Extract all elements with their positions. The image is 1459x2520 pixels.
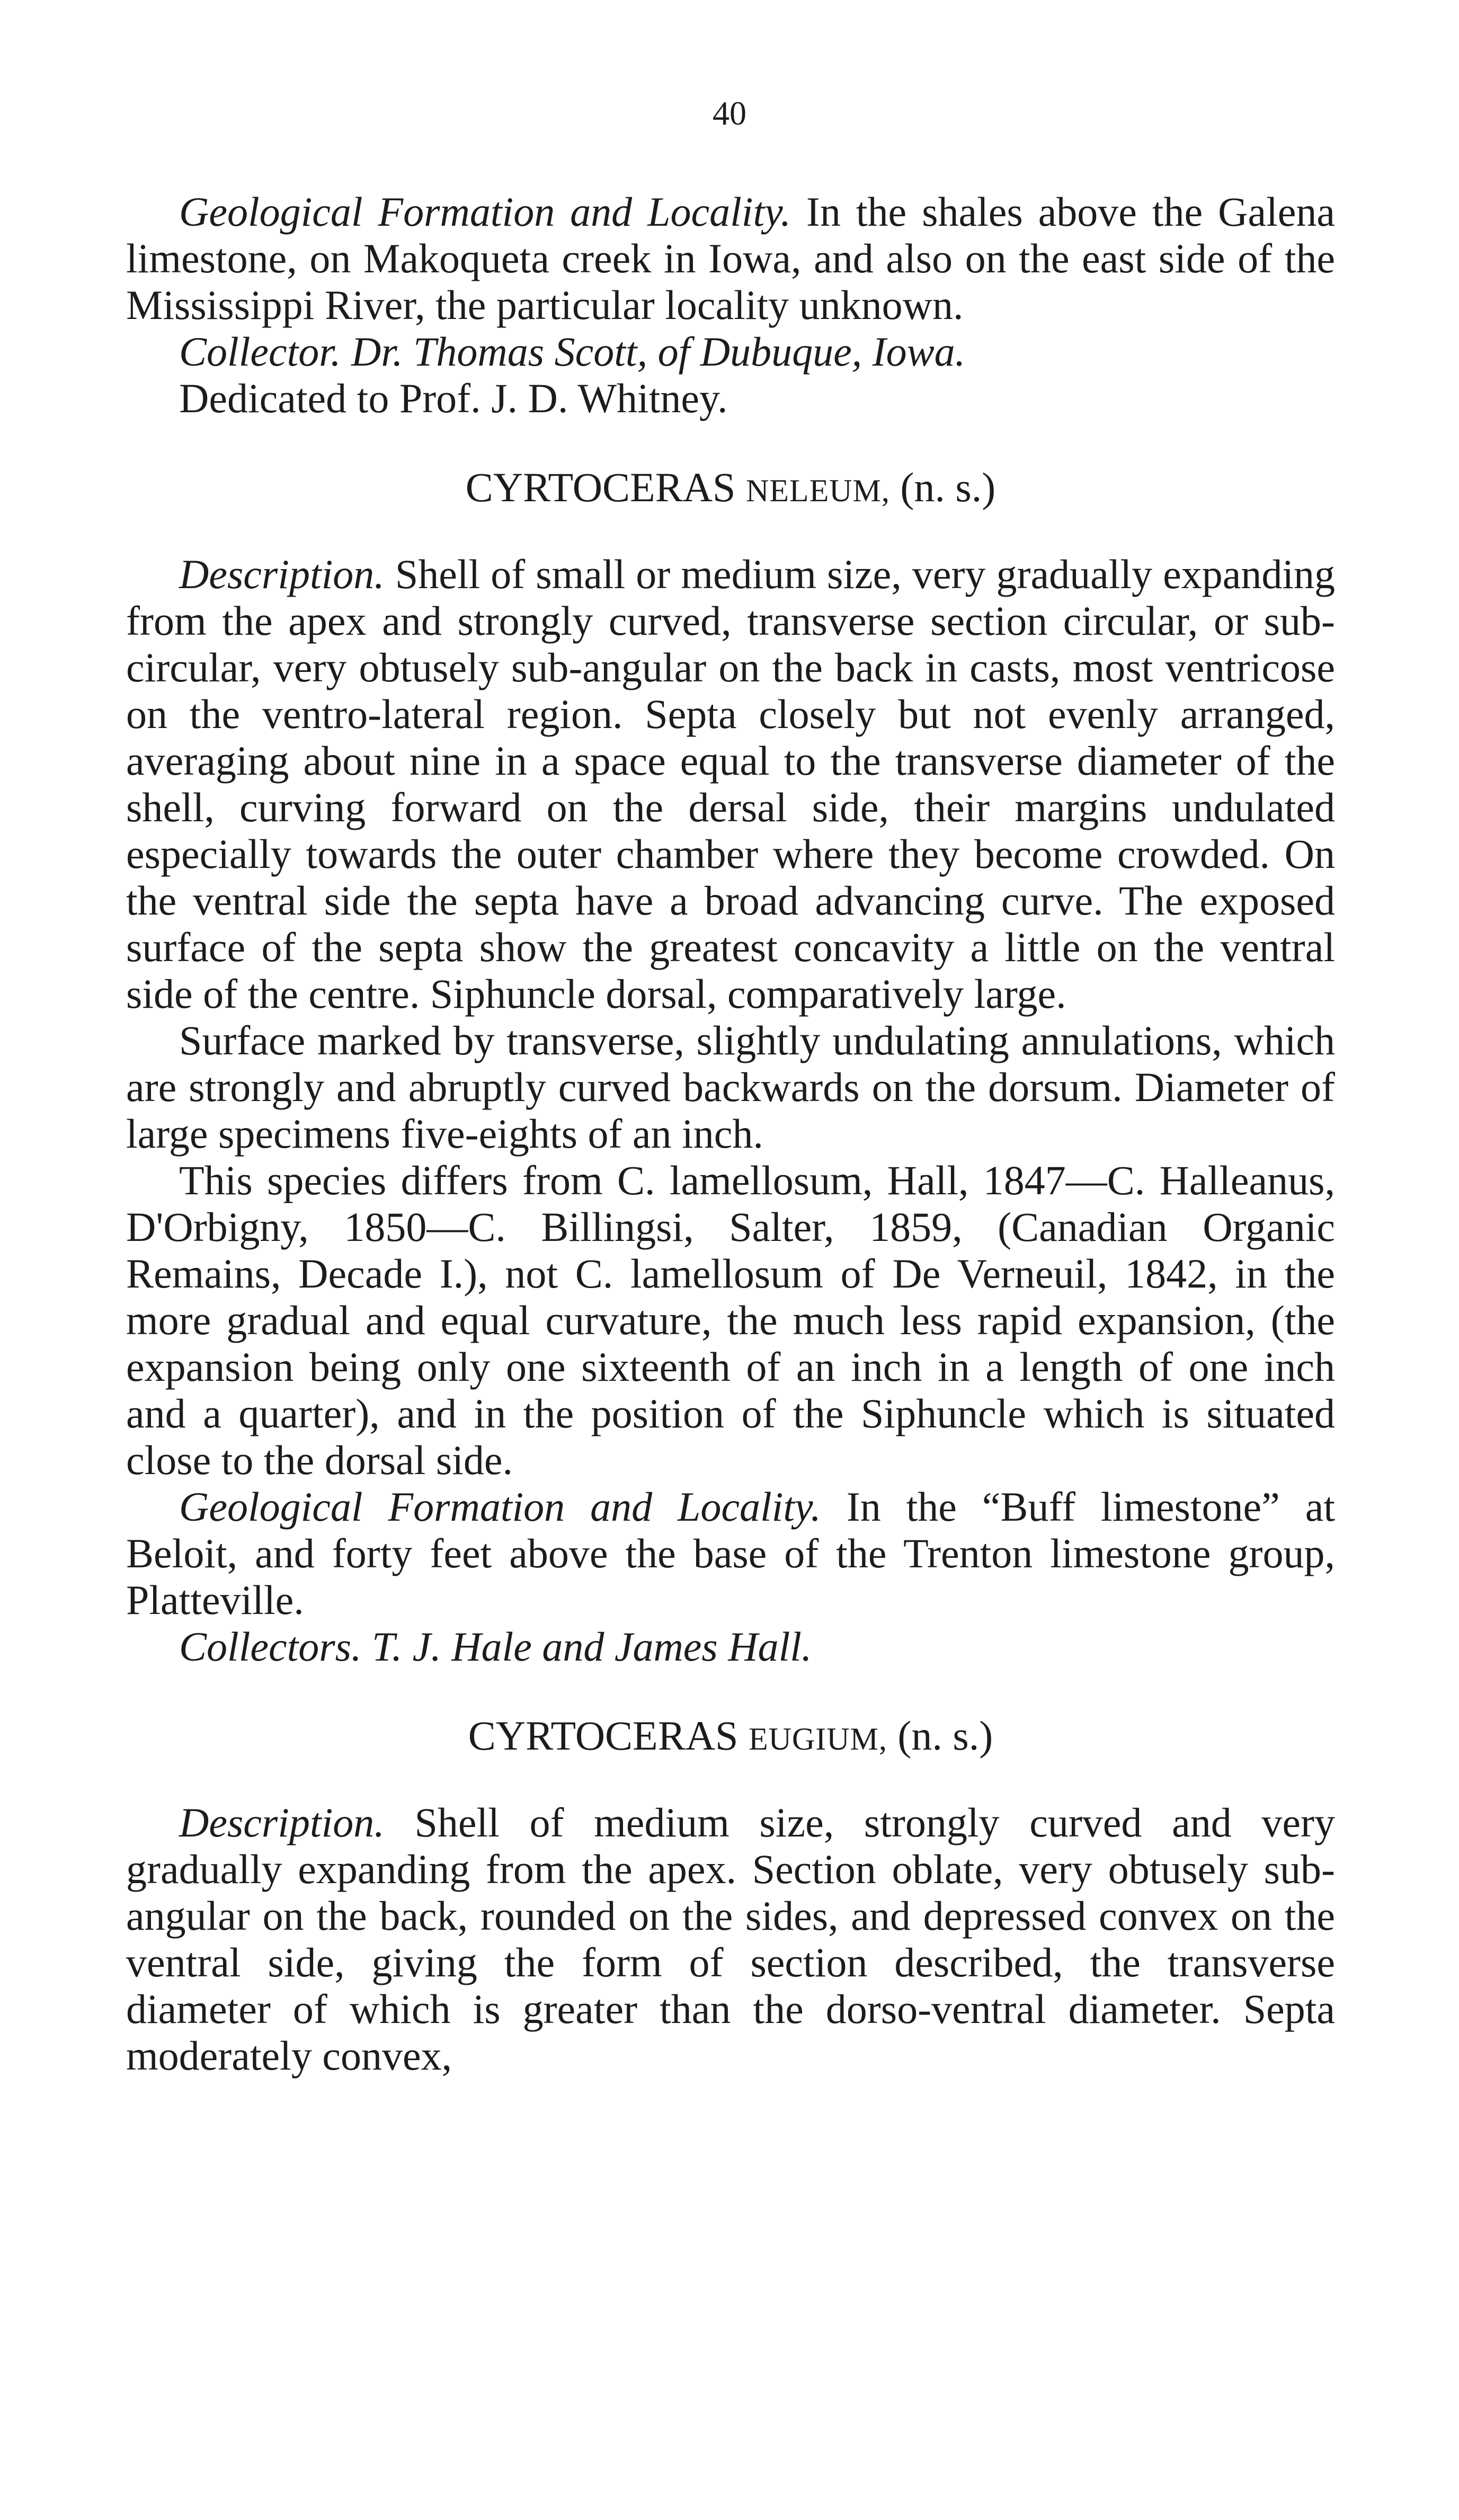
collector-paragraph [126, 329, 1335, 375]
neleum-surface: Surface marked by transverse, slightly undulating annulations, which are strongly and abruptly curved backwards on the dorsum. Diameter of large specimens five-eights of an inch. [126, 1017, 1335, 1157]
locality-lead: Geological Formation and Locality. [179, 189, 791, 235]
description-text: Shell of medium size, strongly curved and very gradually expanding from the apex. Section oblate, very obtusely sub-angular on the back, rounded on the sides, and depressed convex on the ventral side, giving the form of section described, the transverse diameter of which is greater than the dorso-ventral diameter. Septa moderately convex, [126, 1799, 1335, 2079]
new-species-mark: (n. s.) [887, 1712, 993, 1759]
text-body [126, 189, 1335, 2079]
description-lead: Description. [179, 551, 385, 597]
neleum-description [126, 551, 1335, 1017]
genus-name: CYRTOCERAS [465, 464, 746, 510]
dedication-paragraph: Dedicated to Prof. J. D. Whitney. [179, 375, 728, 421]
species-name: EUGIUM, [748, 1722, 887, 1756]
collectors-label: Collectors. [179, 1623, 362, 1670]
eugium-description [126, 1799, 1335, 2079]
description-lead: Description. [179, 1799, 385, 1845]
species-heading-neleum [126, 464, 1335, 514]
page-number: 40 [713, 94, 746, 132]
species-name: NELEUM, [745, 473, 890, 508]
collector-value: Dr. Thomas Scott, of Dubuque, Iowa. [341, 329, 966, 375]
new-species-mark: (n. s.) [889, 464, 996, 510]
species-heading-eugium [126, 1712, 1335, 1762]
collectors-value: T. J. Hale and James Hall. [361, 1623, 812, 1670]
locality-text: In the shales above the Galena limestone, on Makoqueta creek in Iowa, and also on the east side of the Mississippi River, the particular locality unknown. [126, 189, 1335, 328]
neleum-comparison: This species differs from C. lamellosum, Hall, 1847—C. Halleanus, D'Orbigny, 1850—C. Billingsi, Salter, 1859, (Canadian Organic Remains, Decade I.), not C. lamellosum of De Verneuil, 1842, in the more gradual and equal curvature, the much less rapid expansion, (the expansion being only one sixteenth of an inch in a length of one inch and a quarter), and in the position of the Siphuncle which is situated close to the dorsal side. [126, 1157, 1335, 1483]
collector-label: Collector. [179, 329, 341, 375]
neleum-collectors [126, 1623, 1335, 1670]
locality-paragraph [126, 189, 1335, 329]
locality-text: In the “Buff limestone” at Beloit, and forty feet above the base of the Trenton limestone group, Platteville. [126, 1484, 1335, 1623]
genus-name: CYRTOCERAS [468, 1712, 749, 1759]
description-text: Shell of small or medium size, very gradually expanding from the apex and strongly curved, transverse section circular, or sub-circular, very obtusely sub-angular on the back in casts, most ventricose on the ventro-lateral region. Septa closely but not evenly arranged, averaging about nine in a space equal to the transverse diameter of the shell, curving forward on the dersal side, their margins undulated especially towards the outer chamber where they become crowded. On the ventral side the septa have a broad advancing curve. The exposed surface of the septa show the greatest concavity a little on the ventral side of the centre. Siphuncle dorsal, comparatively large. [126, 551, 1335, 1017]
locality-lead: Geological Formation and Locality. [179, 1484, 821, 1530]
neleum-locality [126, 1484, 1335, 1623]
